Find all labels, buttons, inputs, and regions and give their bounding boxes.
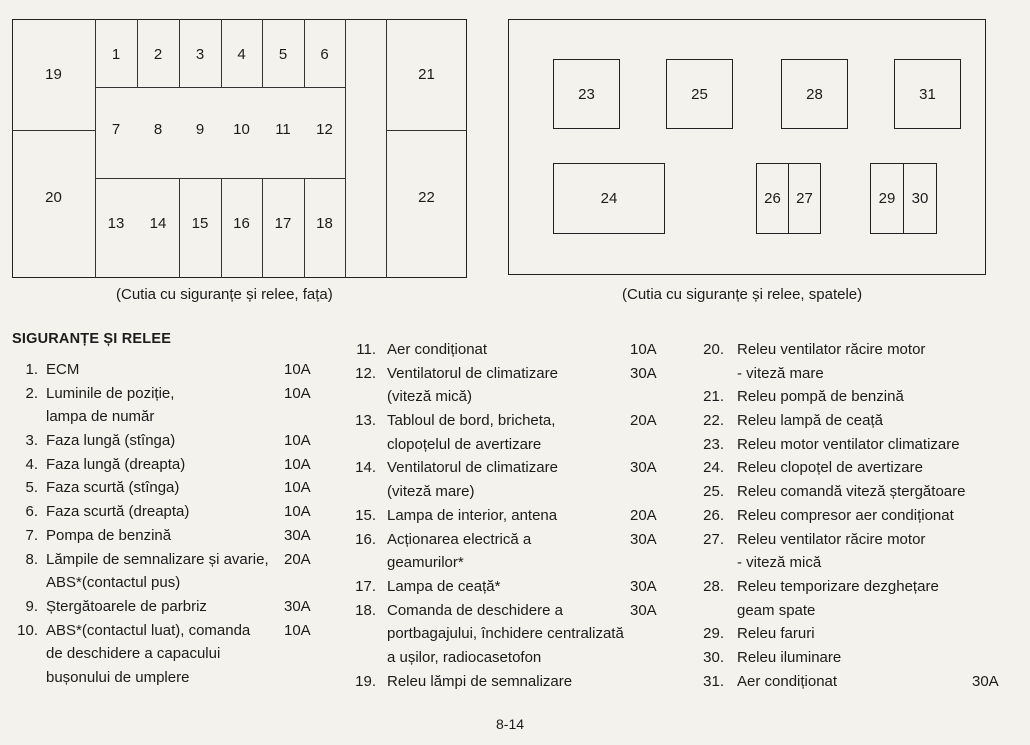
item-number: 29. [703, 625, 724, 643]
list-item [12, 548, 332, 595]
list-item [352, 504, 672, 528]
fuse-cell-8: 8 [153, 120, 163, 138]
item-number: 5. [25, 479, 38, 497]
fuse-cell-17: 17 [274, 214, 292, 232]
list-item [700, 456, 1020, 480]
back-relay-box [508, 19, 986, 275]
item-text: Lampa de interior, antena [387, 506, 558, 524]
item-text: Releu ventilator răcire motor [737, 530, 926, 548]
list-item [700, 504, 1020, 528]
list-item [12, 382, 332, 429]
item-amperage: 20A [284, 550, 311, 568]
item-text: portbagajului, închidere centralizată [387, 625, 624, 643]
item-text: Tabloul de bord, bricheta, [387, 412, 556, 430]
relay-cell-25: 25 [666, 59, 733, 129]
fuse-cell-1: 1 [111, 45, 121, 63]
list-item [12, 453, 332, 477]
item-number: 2. [25, 384, 38, 402]
item-text: Releu pompă de benzină [737, 388, 904, 406]
item-text: Releu lămpi de semnalizare [387, 672, 573, 690]
list-item [12, 595, 332, 619]
list-item [12, 429, 332, 453]
item-amperage: 30A [630, 601, 657, 619]
item-text: Releu clopoțel de avertizare [737, 459, 923, 477]
fuse-cell-4: 4 [237, 45, 246, 63]
item-text: - viteză mică [737, 554, 822, 572]
item-amperage: 30A [630, 459, 657, 477]
list-item [700, 528, 1020, 575]
list-item [352, 338, 672, 362]
item-amperage: 30A [972, 672, 999, 690]
item-number: 7. [25, 526, 38, 544]
item-amperage: 30A [630, 364, 657, 382]
list-item [12, 500, 332, 524]
item-number: 18. [355, 601, 376, 619]
item-text: Faza scurtă (stînga) [46, 479, 180, 497]
fuse-cell-2: 2 [153, 45, 163, 63]
item-number: 24. [703, 459, 724, 477]
front-box-caption: (Cutia cu siguranțe și relee, fața) [116, 286, 333, 303]
fuse-cell-15: 15 [191, 214, 209, 232]
fuse-cell-19: 19 [45, 66, 62, 83]
fuse-cell-3: 3 [195, 45, 205, 63]
relay-cell-27: 27 [788, 163, 821, 234]
item-text: ABS*(contactul pus) [46, 574, 181, 592]
item-number: 10. [17, 621, 38, 639]
item-number: 27. [703, 530, 724, 548]
list-item [352, 575, 672, 599]
item-text: geamurilor* [387, 554, 464, 572]
item-text: Ventilatorul de climatizare [387, 459, 558, 477]
relay-cell-31: 31 [894, 59, 961, 129]
item-text: (viteză mare) [387, 483, 475, 501]
fuse-cell-9: 9 [195, 120, 205, 138]
relay-list-column-3 [700, 338, 1020, 693]
list-item [700, 480, 1020, 504]
list-item [352, 599, 672, 670]
page-number: 8-14 [496, 716, 525, 732]
list-item [700, 646, 1020, 670]
section-heading: SIGURANȚE ȘI RELEE [12, 331, 172, 347]
back-box-caption: (Cutia cu siguranțe și relee, spatele) [622, 286, 863, 303]
item-text: bușonului de umplere [46, 668, 190, 686]
list-item [700, 622, 1020, 646]
item-text: Faza scurtă (dreapta) [46, 503, 190, 521]
item-amperage: 10A [284, 479, 311, 497]
relay-cell-23: 23 [553, 59, 620, 129]
list-item [12, 619, 332, 690]
item-text: Releu ventilator răcire motor [737, 341, 926, 358]
item-text: lampa de număr [46, 408, 155, 426]
item-number: 12. [355, 364, 376, 382]
list-item [352, 670, 672, 694]
fuse-cell-13: 13 [107, 214, 125, 232]
item-number: 21. [703, 388, 724, 406]
item-number: 23. [703, 435, 724, 453]
item-number: 26. [703, 506, 724, 524]
item-text: Lămpile de semnalizare și avarie, [46, 550, 269, 568]
item-text: Aer condiționat [737, 672, 838, 690]
fuse-cell-12: 12 [316, 120, 333, 138]
item-text: Releu compresor aer condiționat [737, 506, 954, 524]
item-amperage: 30A [630, 530, 657, 548]
fuse-list-column-1 [12, 358, 332, 690]
item-text: Releu temporizare dezghețare [737, 577, 939, 595]
front-box-divider [95, 178, 345, 179]
item-amperage: 10A [284, 503, 311, 521]
fuse-cell-21: 21 [418, 66, 435, 83]
item-text: Releu motor ventilator climatizare [737, 435, 960, 453]
list-item [700, 575, 1020, 622]
fuse-cell-20: 20 [45, 188, 62, 206]
item-text: Lampa de ceață* [387, 577, 501, 595]
item-number: 22. [703, 412, 724, 430]
relay-cell-30: 30 [903, 163, 937, 234]
item-amperage: 30A [284, 526, 311, 544]
list-item [700, 409, 1020, 433]
list-item [700, 670, 1020, 694]
item-number: 14. [355, 459, 376, 477]
fuse-cell-6: 6 [320, 45, 329, 63]
item-number: 9. [25, 597, 38, 615]
item-amperage: 10A [284, 455, 311, 473]
item-text: Ștergătoarele de parbriz [46, 597, 207, 615]
list-item [352, 456, 672, 503]
item-text: Ventilatorul de climatizare [387, 364, 558, 382]
item-number: 1. [25, 361, 38, 378]
list-item [700, 338, 1020, 385]
item-number: 25. [703, 483, 724, 501]
item-number: 30. [703, 648, 724, 666]
fuse-cell-22: 22 [418, 189, 435, 206]
item-amperage: 10A [284, 361, 311, 378]
item-number: 31. [703, 672, 724, 690]
item-number: 17. [355, 577, 376, 595]
item-text: clopoțelul de avertizare [387, 435, 542, 453]
item-number: 3. [25, 432, 38, 450]
item-number: 28. [703, 577, 724, 595]
fuse-cell-18: 18 [316, 214, 333, 232]
item-number: 6. [25, 503, 38, 521]
item-amperage: 30A [630, 577, 657, 595]
item-text: - viteză mare [737, 364, 824, 382]
item-text: Luminile de poziție, [46, 384, 175, 402]
list-item [352, 409, 672, 456]
item-amperage: 30A [284, 597, 311, 615]
item-number: 11. [356, 341, 376, 358]
list-item [12, 476, 332, 500]
item-number: 20. [703, 341, 724, 358]
item-amperage: 10A [284, 432, 311, 450]
item-text: a ușilor, radiocasetofon [387, 649, 542, 667]
fuse-list-column-2 [352, 338, 672, 693]
item-text: Releu iluminare [737, 648, 842, 666]
list-item [700, 433, 1020, 457]
list-item [352, 362, 672, 409]
list-item [352, 528, 672, 575]
item-number: 19. [355, 672, 376, 690]
item-amperage: 10A [284, 621, 311, 639]
item-text: Aer condiționat [387, 341, 488, 358]
item-text: Faza lungă (stînga) [46, 432, 176, 450]
fuse-cell-11: 11 [275, 120, 291, 138]
list-item [12, 524, 332, 548]
item-amperage: 10A [284, 384, 311, 402]
item-number: 15. [355, 506, 376, 524]
item-amperage: 20A [630, 412, 657, 430]
item-number: 4. [25, 455, 38, 473]
item-text: geam spate [737, 601, 816, 619]
fuse-cell-14: 14 [149, 214, 167, 232]
item-text: Releu faruri [737, 625, 815, 643]
item-text: Comanda de deschidere a [387, 601, 563, 619]
relay-cell-24: 24 [553, 163, 665, 234]
item-text: ABS*(contactul luat), comanda [46, 621, 251, 639]
item-text: ECM [46, 361, 80, 378]
item-amperage: 10A [630, 341, 657, 358]
item-number: 8. [25, 550, 38, 568]
item-text: Releu lampă de ceață [737, 412, 883, 430]
list-item [12, 358, 332, 382]
relay-cell-28: 28 [781, 59, 848, 129]
item-text: (viteză mică) [387, 388, 473, 406]
item-text: Acționarea electrică a [387, 530, 532, 548]
item-text: Releu comandă viteză ștergătoare [737, 483, 966, 501]
front-box-divider [345, 19, 346, 278]
item-text: de deschidere a capacului [46, 645, 221, 663]
fuse-cell-16: 16 [233, 214, 250, 232]
relay-cell-26: 26 [756, 163, 789, 234]
fuse-cell-7: 7 [111, 120, 121, 138]
item-text: Faza lungă (dreapta) [46, 455, 186, 473]
fuse-cell-10: 10 [233, 120, 250, 138]
item-number: 16. [355, 530, 376, 548]
relay-cell-29: 29 [870, 163, 904, 234]
fuse-cell-5: 5 [278, 45, 288, 63]
item-amperage: 20A [630, 506, 657, 524]
item-text: Pompa de benzină [46, 526, 172, 544]
item-number: 13. [355, 412, 376, 430]
list-item [700, 385, 1020, 409]
front-box-divider [95, 87, 345, 88]
